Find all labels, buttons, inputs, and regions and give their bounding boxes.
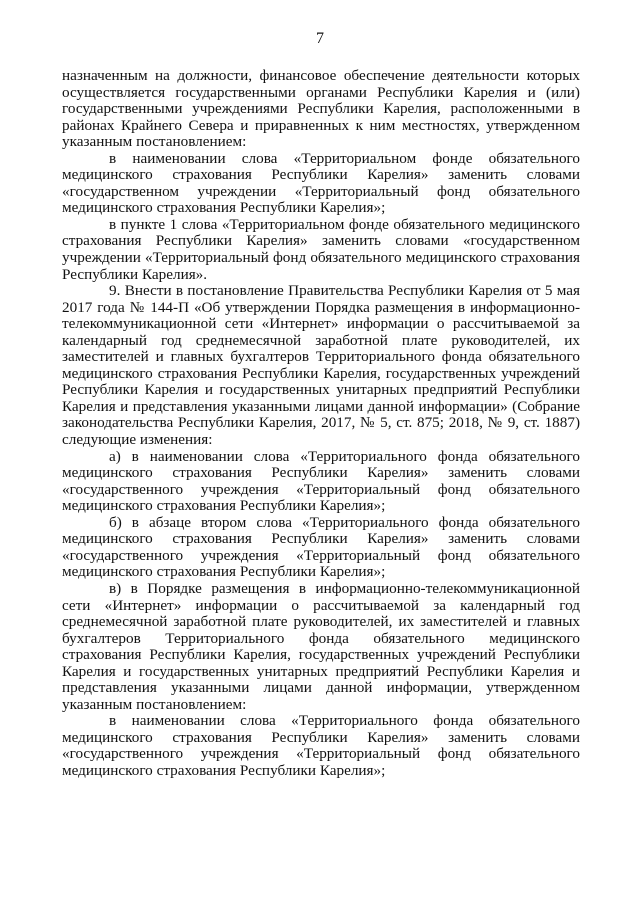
paragraph-subitem-c: в) в Порядке размещения в информационно-телекоммуникационной сети «Интернет» информации о рассчитываемой за календарный год среднемесячной заработной плате руководителей, их заместителей и главных бухгалтеров Территориального фонда обязательного медицинского страхования Республики Карелия, государственных учреждений Республики Карелия и государственных унитарных предприятий Республики Карелия и представления указанными лицами данной информации, утвержденном указанным постановлением: [62,579,580,713]
paragraph-title-amendment: в наименовании слова «Территориальном фонде обязательного медицинского страхования Республики Карелия» заменить словами «государственном учреждении «Территориальный фонд обязательного медицинского страхования Республики Карелия»; [62,149,580,217]
document-body [62,68,580,780]
paragraph-subitem-b: б) в абзаце втором слова «Территориального фонда обязательного медицинского страхования Республики Карелия» заменить словами «государственного учреждения «Территориальный фонд обязательного медицинского страхования Республики Карелия»; [62,513,580,581]
paragraph-procedure-title-amendment: в наименовании слова «Территориального фонда обязательного медицинского страхования Республики Карелия» заменить словами «государственного учреждения «Территориальный фонд обязательного медицинского страхования Республики Карелия»; [62,712,580,779]
paragraph-continuation: назначенным на должности, финансовое обеспечение деятельности которых осуществляется государственными органами Республики Карелия и (или) государственными учреждениями Республики Карелия, расположенными в районах Крайнего Севера и приравненных к ним местностях, утвержденном указанным постановлением: [62,67,580,151]
paragraph-point-1-amendment: в пункте 1 слова «Территориальном фонде обязательного медицинского страхования Республики Карелия» заменить словами «государственном учреждении «Территориальный фонд обязательного медицинского страхования Республики Карелия». [62,215,580,283]
paragraph-item-9: 9. Внести в постановление Правительства Республики Карелия от 5 мая 2017 года № 144-П «Об утверждении Порядка размещения в информационно-телекоммуникационной сети «Интернет» информации о рассчитываемой за календарный год среднемесячной заработной плате руководителей, их заместителей и главных бухгалтеров Территориального фонда обязательного медицинского страхования Республики Карелия, государственных учреждений Республики Карелия и государственных унитарных предприятий Республики Карелия и представления указанными лицами данной информации» (Собрание законодательства Республики Карелия, 2017, № 5, ст. 875; 2018, № 9, ст. 1887) следующие изменения: [62,282,580,449]
paragraph-subitem-a: а) в наименовании слова «Территориального фонда обязательного медицинского страхования Республики Карелия» заменить словами «государственного учреждения «Территориальный фонд обязательного медицинского страхования Республики Карелия»; [62,447,580,515]
page-number: 7 [316,30,324,47]
